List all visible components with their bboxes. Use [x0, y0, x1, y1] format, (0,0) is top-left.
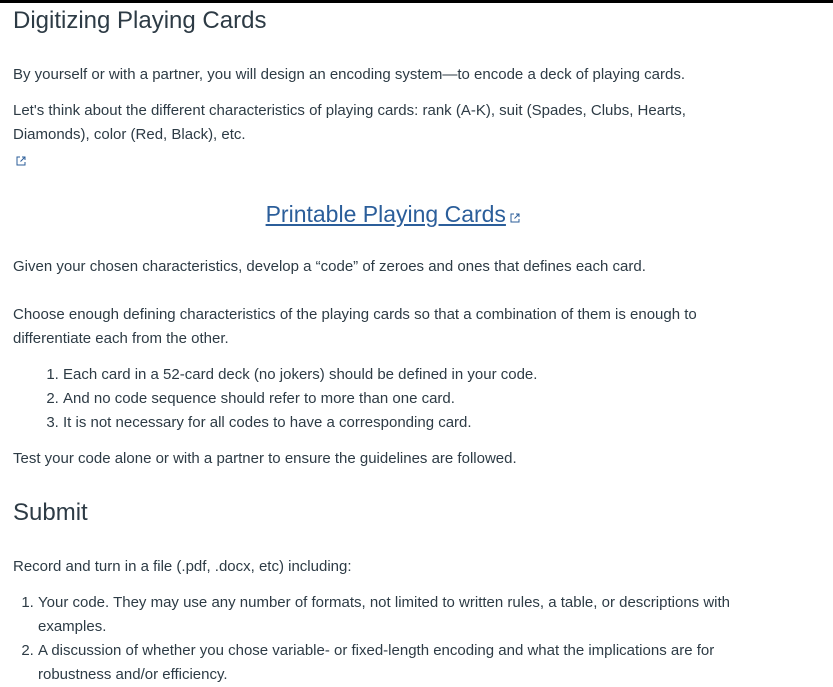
list-item: 3. It is not necessary for all codes to have a corresponding card.: [63, 411, 537, 435]
characteristics-text: Let's think about the different characteristics of playing cards: rank (A-K), suit (Spades, Clubs, Hearts, Diamonds), color (Red, Black), etc.: [13, 102, 686, 143]
test-code-text: Test your code alone or with a partner to ensure the guidelines are followed.: [13, 450, 517, 467]
external-link-icon[interactable]: [16, 156, 26, 166]
page-title: Digitizing Playing Cards: [13, 7, 267, 34]
guidelines-list: [63, 363, 537, 435]
printable-cards-link-row: [13, 198, 773, 230]
record-text: Record and turn in a file (.pdf, .docx, etc) including:: [13, 558, 352, 575]
submit-heading: Submit: [13, 499, 88, 526]
top-border: [0, 0, 833, 3]
list-item: 1. Each card in a 52-card deck (no jokers) should be defined in your code.: [63, 363, 537, 387]
list-item: 2. And no code sequence should refer to more than one card.: [63, 387, 537, 411]
printable-playing-cards-link[interactable]: Printable Playing Cards: [265, 201, 506, 227]
intro-text: By yourself or with a partner, you will design an encoding system—to encode a deck of playing cards.: [13, 66, 686, 83]
external-link-icon[interactable]: [510, 213, 520, 223]
develop-code-text: Given your chosen characteristics, develop a “code” of zeroes and ones that defines each card.: [13, 258, 646, 275]
list-item: 1. Your code. They may use any number of formats, not limited to written rules, a table, or descriptions with examples.: [38, 591, 783, 639]
choose-characteristics-text: Choose enough defining characteristics of the playing cards so that a combination of them is enough to differentiate each from the other.: [13, 306, 697, 347]
submit-items-list: [38, 591, 783, 687]
list-item: 2. A discussion of whether you chose variable- or fixed-length encoding and what the implications are for robustness and/or efficiency.: [38, 639, 783, 687]
